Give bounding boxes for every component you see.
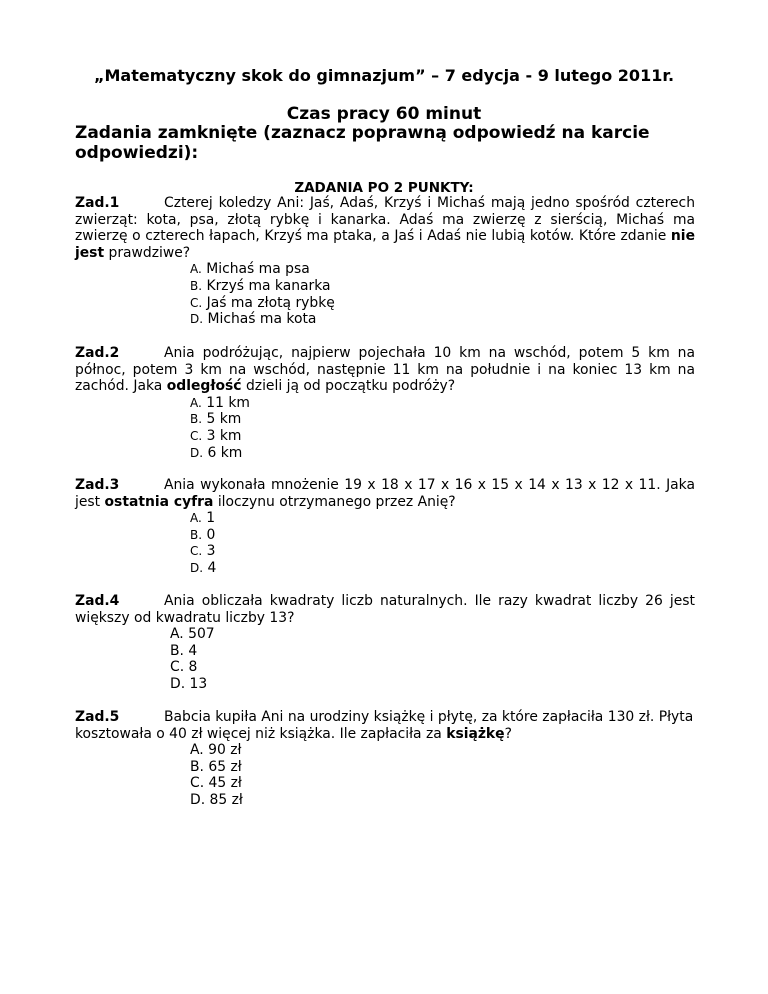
option-text: 6 km (207, 444, 243, 461)
task-2-option-b (190, 411, 695, 428)
option-text: 0 (206, 526, 216, 543)
option-text: 45 zł (208, 775, 242, 792)
option-letter: A. (170, 626, 184, 643)
option-letter: C. (190, 428, 203, 443)
task-2 (75, 345, 695, 461)
task-2-question (75, 345, 695, 395)
task-3-text-before: Ania wykonała mnożenie 19 x 18 x 17 x 16 x 15 x 14 x 13 x 12 x 11. Jaka jest (75, 477, 695, 510)
option-letter: D. (190, 791, 206, 808)
task-2-options (75, 395, 695, 461)
option-text: Michaś ma kota (207, 311, 317, 328)
option-letter: C. (190, 295, 203, 310)
option-letter: D. (190, 445, 204, 460)
task-4-text-before: Ania obliczała kwadraty liczb naturalnych. Ile razy kwadrat liczby 26 jest większy od kwadratu liczby 13? (75, 593, 695, 626)
task-4-label: Zad.4 (75, 593, 120, 609)
task-2-option-a (190, 395, 695, 412)
option-letter: B. (190, 278, 203, 293)
option-text: 4 (188, 642, 198, 659)
option-text: 90 zł (208, 742, 242, 759)
option-letter: A. (190, 511, 202, 526)
task-5-options (75, 742, 695, 808)
task-2-text-before: Ania podróżując, najpierw pojechała 10 km na wschód, potem 5 km na północ, potem 3 km na wschód, następnie 11 km na południe i na koniec 13 km na zachód. Jaka (75, 345, 695, 395)
task-5-option-b (190, 759, 695, 776)
task-5-emphasis: książkę (446, 725, 505, 742)
contest-title: „Matematyczny skok do gimnazjum” – 7 edycja - 9 lutego 2011r. (93, 66, 675, 85)
option-letter: B. (190, 527, 203, 542)
option-text: 11 km (206, 394, 250, 411)
task-4-option-b (170, 643, 695, 660)
option-text: 4 (207, 559, 217, 576)
task-3-options (75, 510, 695, 576)
task-3-text-after: iloczynu otrzymanego przez Anię? (213, 493, 456, 510)
task-1-emphasis: nie jest (75, 228, 695, 261)
option-letter: C. (170, 659, 185, 676)
option-text: 507 (188, 626, 215, 643)
task-1-option-d (190, 311, 695, 328)
option-letter: A. (190, 395, 202, 410)
task-1-label: Zad.1 (75, 195, 120, 211)
option-text: 65 zł (208, 758, 242, 775)
task-5-label: Zad.5 (75, 709, 120, 725)
task-5-option-a (190, 742, 695, 759)
option-text: 8 (188, 659, 198, 676)
task-3 (75, 477, 695, 577)
task-5-question (75, 709, 695, 742)
task-3-question (75, 477, 695, 510)
option-text: 85 zł (209, 791, 243, 808)
task-4-question (75, 593, 695, 626)
task-2-label: Zad.2 (75, 345, 120, 361)
option-letter: B. (190, 412, 203, 427)
task-4-option-a (170, 626, 695, 643)
task-2-option-d (190, 445, 695, 462)
task-3-option-c (190, 543, 695, 560)
option-text: 13 (189, 675, 208, 692)
task-5-text-before: Babcia kupiła Ani na urodziny książkę i płytę, za które zapłaciła 130 zł. Płyta kosztowała o 40 zł więcej niż książka. Ile zapłaciła za (75, 709, 694, 742)
task-3-option-a (190, 510, 695, 527)
option-letter: B. (190, 758, 204, 775)
task-4-options (75, 626, 695, 692)
section-title: ZADANIA PO 2 PUNKTY: (294, 180, 474, 196)
task-4-option-d (170, 676, 695, 693)
option-text: 3 km (206, 427, 242, 444)
option-text: 1 (206, 510, 216, 527)
time-limit: Czas pracy 60 minut (286, 104, 482, 124)
task-1 (75, 195, 695, 328)
option-letter: D. (190, 560, 204, 575)
task-5 (75, 709, 695, 809)
option-text: Michaś ma psa (206, 261, 310, 278)
option-letter: D. (170, 675, 186, 692)
option-text: 5 km (206, 411, 242, 428)
option-letter: B. (170, 642, 184, 659)
task-2-option-c (190, 428, 695, 445)
task-2-emphasis: odległość (166, 378, 242, 395)
task-1-text-after: prawdziwe? (104, 244, 191, 261)
option-letter: C. (190, 544, 203, 559)
task-1-text-before: Czterej koledzy Ani: Jaś, Adaś, Krzyś i Michaś mają jedno spośród czterech zwierząt: kota, psa, złotą rybkę i kanarka. Adaś ma zwierzę z sierścią, Michaś ma zwierzę o czterech łapach, Krzyś ma ptaka, a Jaś i Adaś nie lubią kotów. Które zdanie (75, 195, 695, 245)
option-letter: D. (190, 312, 204, 327)
task-5-text-after: ? (504, 725, 512, 742)
task-1-options (75, 261, 695, 327)
task-3-emphasis: ostatnia cyfra (104, 493, 214, 510)
option-text: 3 (206, 543, 216, 560)
task-1-option-a (190, 261, 695, 278)
task-1-option-c (190, 295, 695, 312)
option-letter: A. (190, 742, 204, 759)
task-3-option-b (190, 527, 695, 544)
option-text: Jaś ma złotą rybkę (206, 294, 335, 311)
task-3-option-d (190, 560, 695, 577)
task-1-question (75, 195, 695, 261)
task-5-option-d (190, 792, 695, 809)
option-letter: A. (190, 262, 202, 277)
task-2-text-after: dzieli ją od początku podróży? (241, 378, 456, 395)
option-text: Krzyś ma kanarka (206, 277, 331, 294)
task-5-option-c (190, 775, 695, 792)
option-letter: C. (190, 775, 205, 792)
task-3-label: Zad.3 (75, 477, 120, 493)
instructions-heading: Zadania zamknięte (zaznacz poprawną odpowiedź na karcie odpowiedzi): (75, 123, 650, 163)
task-4 (75, 593, 695, 693)
task-4-option-c (170, 659, 695, 676)
task-1-option-b (190, 278, 695, 295)
